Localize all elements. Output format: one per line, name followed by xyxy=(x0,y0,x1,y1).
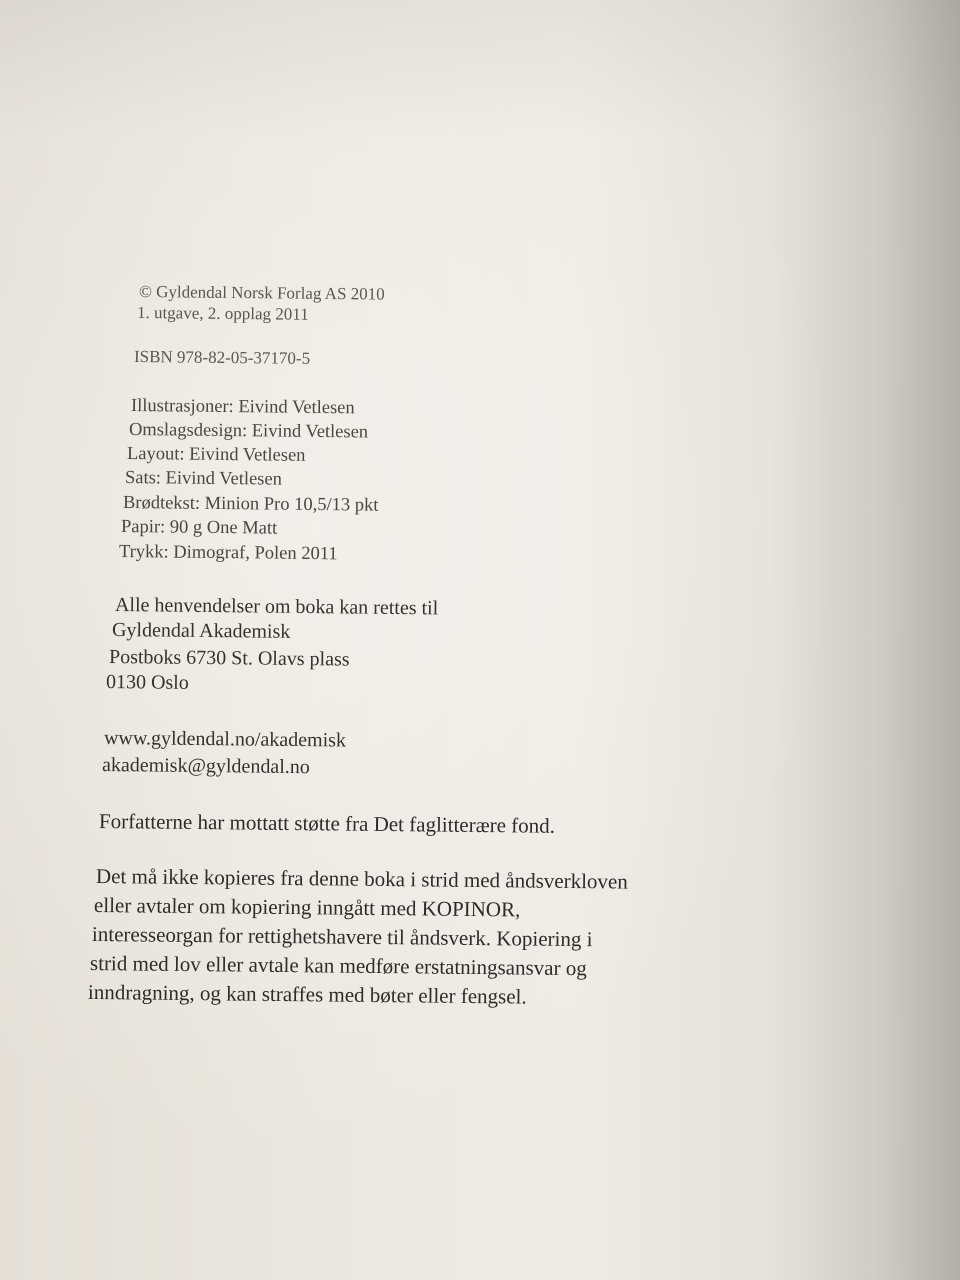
copy-notice-line-3: interesseorgan for rettighetshavere til åndsverk. Kopiering i xyxy=(91,922,593,952)
isbn-line: ISBN 978-82-05-37170-5 xyxy=(133,347,311,368)
copy-notice-line-1: Det må ikke kopieres fra denne boka i strid med åndsverkloven xyxy=(95,864,628,894)
credit-cover-design: Omslagsdesign: Eivind Vetlesen xyxy=(128,420,369,443)
support-statement: Forfatterne har mottatt støtte fra Det faglitterære fond. xyxy=(98,809,556,838)
copy-notice-line-4: strid med lov eller avtale kan medføre erstatningsansvar og xyxy=(89,951,587,981)
address-publisher: Gyldendal Akademisk xyxy=(111,619,291,643)
credit-printing: Trykk: Dimograf, Polen 2011 xyxy=(118,542,338,565)
copy-notice-line-5: inndragning, og kan straffes med bøter eller fengsel. xyxy=(87,980,527,1009)
website-url: www.gyldendal.no/akademisk xyxy=(103,727,347,752)
credit-layout: Layout: Eivind Vetlesen xyxy=(126,444,306,466)
copy-notice-line-2: eller avtaler om kopiering inngått med KOPINOR, xyxy=(93,893,521,922)
credit-illustrations: Illustrasjoner: Eivind Vetlesen xyxy=(130,396,355,419)
credit-paper: Papir: 90 g One Matt xyxy=(120,517,278,539)
address-intro: Alle henvendelser om boka kan rettes til xyxy=(114,594,439,620)
page-shading-right xyxy=(770,0,960,1280)
credit-typesetting: Sats: Eivind Vetlesen xyxy=(124,468,283,490)
edition-line: 1. utgave, 2. opplag 2011 xyxy=(136,303,309,324)
contact-email: akademisk@gyldendal.no xyxy=(101,754,310,779)
address-city: 0130 Oslo xyxy=(105,671,189,694)
address-postbox: Postboks 6730 St. Olavs plass xyxy=(108,646,350,671)
copyright-line: © Gyldendal Norsk Forlag AS 2010 xyxy=(138,282,385,304)
credit-body-font: Brødtekst: Minion Pro 10,5/13 pkt xyxy=(122,493,379,516)
